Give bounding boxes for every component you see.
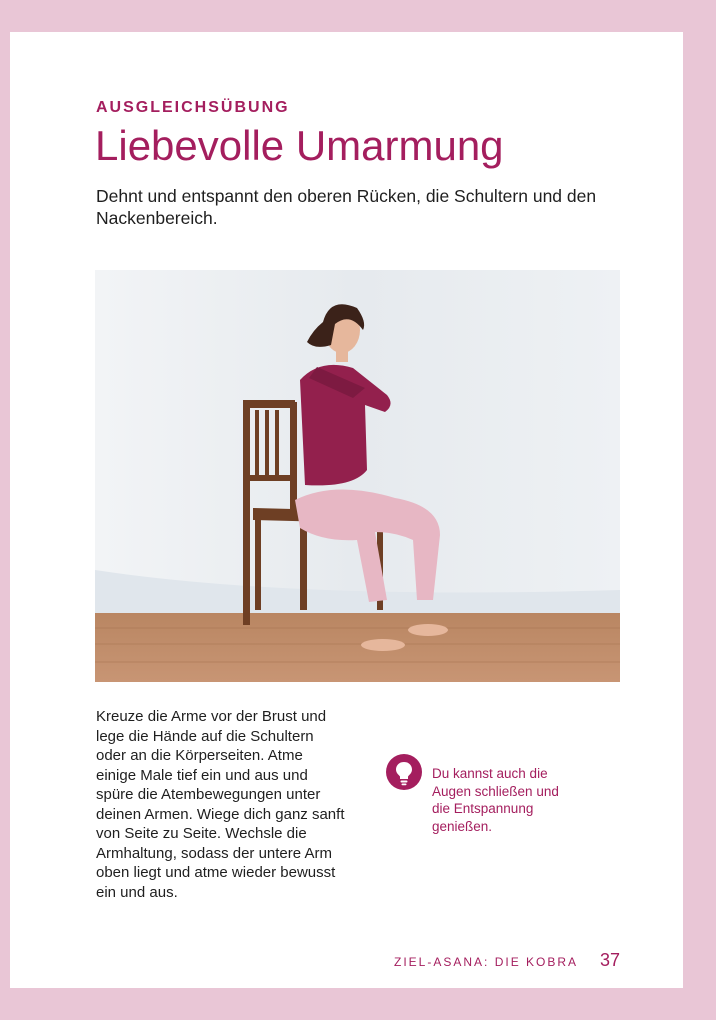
tip-text: Du kannst auch die Augen schließen und die Entspannung genießen.	[432, 766, 559, 834]
page-number: 37	[600, 950, 621, 970]
section-kicker: AUSGLEICHSÜBUNG	[96, 99, 290, 116]
footer-section-label: ZIEL-ASANA: DIE KOBRA	[394, 955, 579, 969]
instruction-text: Kreuze die Arme vor der Brust und lege die Hände auf die Schultern oder an die Körperseiten. Atme einige Male tief ein und aus und spüre die Atembewegungen unter deinen Armen. Wiege dich ganz sanft von Seite zu Seite. Wechsle die Armhaltung, sodass der untere Arm oben liegt und atme wieder bewusst ein und aus.	[96, 708, 345, 901]
book-page	[10, 32, 683, 988]
page-title: Liebevolle Umarmung	[95, 122, 504, 169]
exercise-photo	[95, 270, 620, 682]
lightbulb-icon	[386, 754, 422, 790]
page-subtitle: Dehnt und entspannt den oberen Rücken, die Schultern und den Nackenbereich.	[96, 186, 597, 228]
